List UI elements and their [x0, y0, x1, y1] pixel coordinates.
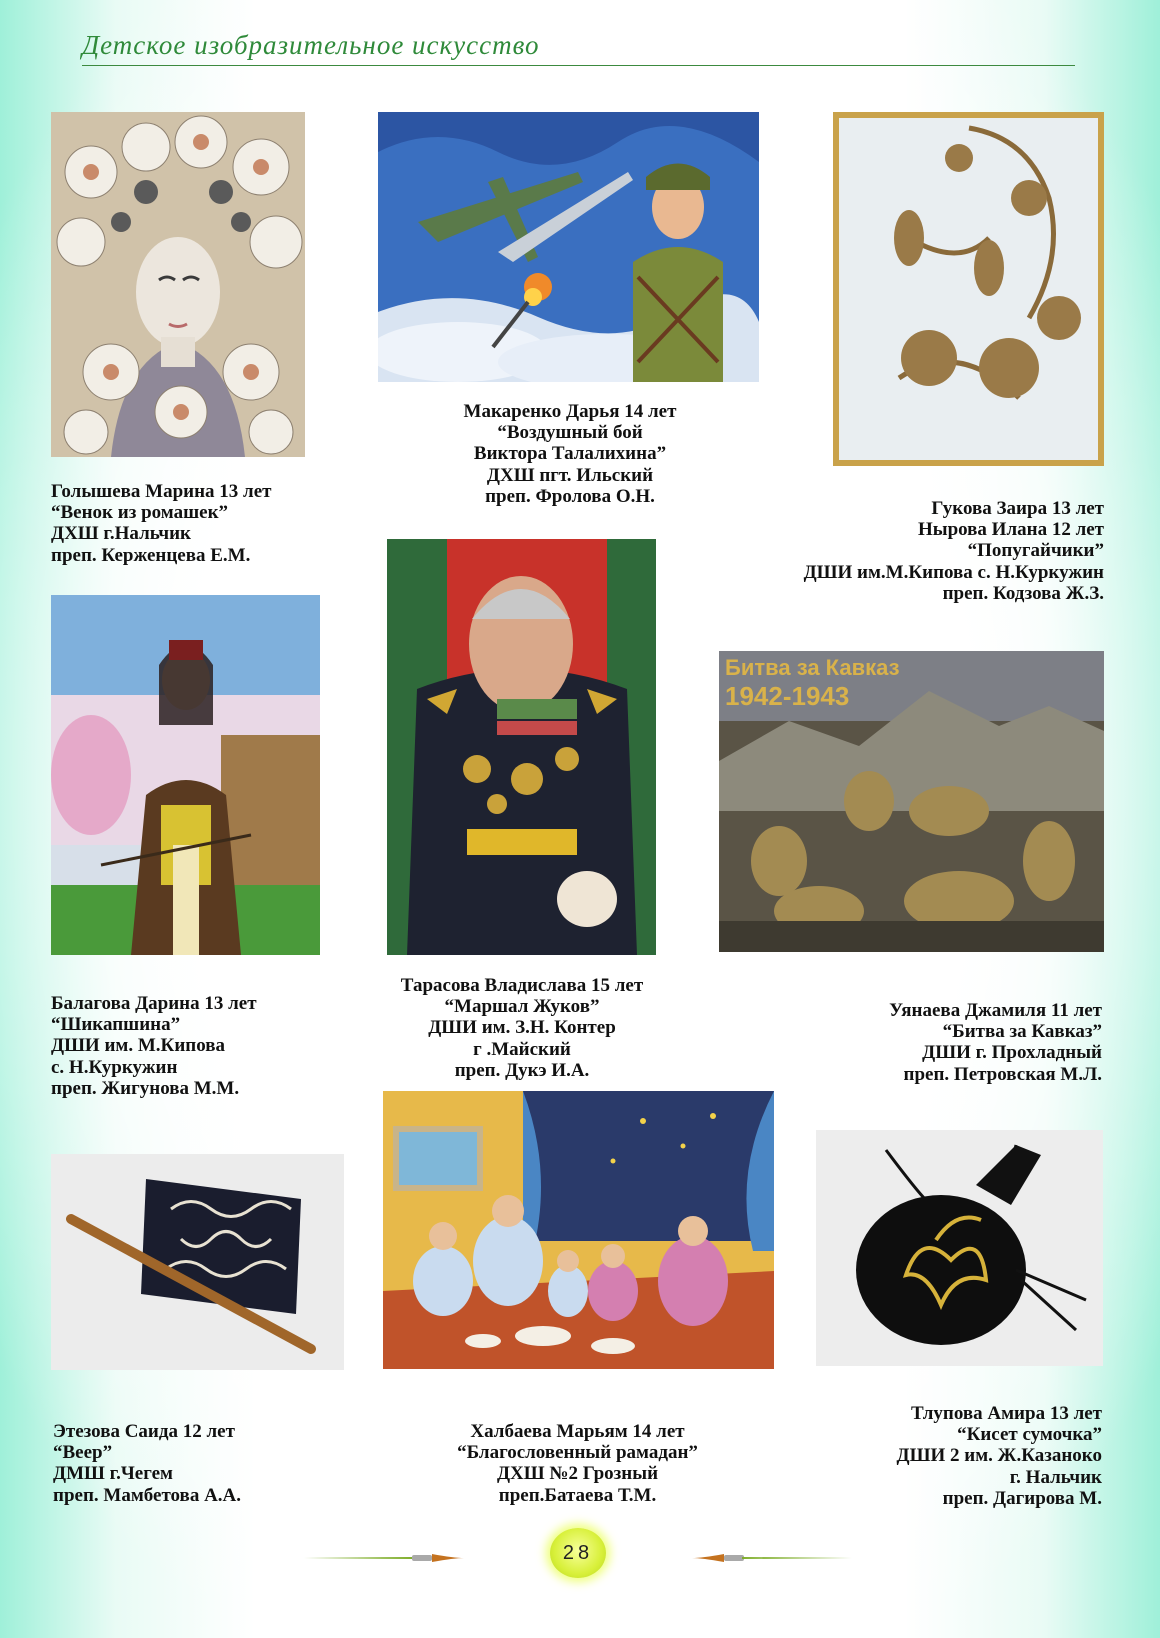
- artwork-caption-fan: [53, 1421, 241, 1506]
- header-divider: [82, 65, 1075, 66]
- caption-line: ДШИ им. З.Н. Контер: [428, 1017, 616, 1039]
- caption-line: преп. Мамбетова А.А.: [53, 1484, 242, 1506]
- caption-line: преп.Батаева Т.М.: [498, 1484, 657, 1506]
- caption-line: преп. Дукэ И.А.: [454, 1059, 590, 1081]
- artwork-image-shikapshina: [51, 595, 320, 955]
- caption-line: ДШИ им. М.Кипова: [51, 1035, 225, 1057]
- caption-line: Макаренко Дарья 14 лет: [463, 401, 677, 422]
- caption-line: ДШИ 2 им. Ж.Казаноко: [896, 1445, 1102, 1467]
- artwork-image-pouch: [816, 1130, 1103, 1366]
- caption-line: Этезова Саида 12 лет: [53, 1421, 235, 1442]
- caption-line: с. Н.Куркужин: [51, 1056, 178, 1078]
- artwork-caption-air-battle: [419, 401, 721, 507]
- caption-line: “Веер”: [53, 1442, 113, 1464]
- caption-line: преп. Дагирова М.: [942, 1487, 1102, 1509]
- caption-line: “Попугайчики”: [967, 540, 1104, 562]
- caption-line: Уянаева Джамиля 11 лет: [889, 1000, 1102, 1021]
- artwork-caption-caucasus: [800, 1000, 1102, 1085]
- caption-line: “Воздушный бой: [497, 422, 643, 444]
- caption-line: г. Нальчик: [1009, 1466, 1102, 1488]
- paintbrush-left-icon: [304, 1552, 464, 1564]
- caption-line: ДМШ г.Чегем: [53, 1463, 173, 1485]
- page-header-title: Детское изобразительное искусство: [82, 30, 540, 60]
- caption-line: “Кисет сумочка”: [957, 1424, 1102, 1446]
- caption-line: ДХШ пгт. Ильский: [486, 464, 654, 486]
- caption-line: Халбаева Марьям 14 лет: [470, 1421, 685, 1442]
- paintbrush-right-icon: [692, 1552, 852, 1564]
- caption-line: Голышева Марина 13 лет: [51, 481, 272, 502]
- artwork-caption-marshal: [372, 975, 672, 1081]
- caption-line: “Маршал Жуков”: [444, 996, 600, 1018]
- relief-painted-title: Битва за Кавказ: [725, 655, 900, 680]
- caption-line: г .Майский: [473, 1038, 571, 1060]
- page-number: 28: [550, 1528, 606, 1578]
- artwork-image-fan: [51, 1154, 344, 1370]
- caption-line: Тлупова Амира 13 лет: [911, 1403, 1102, 1424]
- caption-line: ДШИ г. Прохладный: [922, 1042, 1102, 1064]
- caption-line: преп. Кодзова Ж.З.: [942, 582, 1104, 604]
- artwork-image-marshal: [387, 539, 656, 955]
- artwork-caption-shikapshina: [51, 993, 257, 1099]
- caption-line: Виктора Талалихина”: [473, 443, 667, 465]
- caption-line: “Благословенный рамадан”: [457, 1442, 698, 1464]
- caption-line: Нырова Илана 12 лет: [917, 519, 1104, 541]
- caption-line: преп. Керженцева Е.М.: [51, 544, 251, 566]
- caption-line: ДХШ №2 Грозный: [496, 1463, 659, 1485]
- caption-line: “Венок из ромашек”: [51, 502, 229, 524]
- caption-line: ДХШ г.Нальчик: [51, 523, 191, 545]
- caption-line: Гукова Заира 13 лет: [931, 498, 1104, 519]
- caption-line: преп. Петровская М.Л.: [903, 1063, 1102, 1085]
- artwork-image-parrots: [833, 112, 1104, 466]
- artwork-image-caucasus-relief: [719, 651, 1104, 952]
- artwork-caption-ramadan: [420, 1421, 735, 1506]
- caption-line: ДШИ им.М.Кипова с. Н.Куркужин: [803, 561, 1104, 583]
- artwork-image-ramadan: [383, 1091, 774, 1369]
- artwork-caption-parrots: [700, 498, 1104, 604]
- caption-line: преп. Фролова О.Н.: [485, 485, 655, 507]
- artwork-image-wreath: [51, 112, 305, 457]
- artwork-caption-pouch: [780, 1403, 1102, 1509]
- artwork-caption-wreath: [51, 481, 271, 566]
- caption-line: преп. Жигунова М.М.: [51, 1077, 240, 1099]
- caption-line: Тарасова Владислава 15 лет: [400, 975, 644, 996]
- artwork-image-air-battle: [378, 112, 759, 382]
- caption-line: Балагова Дарина 13 лет: [51, 993, 257, 1014]
- caption-line: “Шикапшина”: [51, 1014, 181, 1036]
- relief-painted-years: 1942-1943: [725, 681, 850, 711]
- caption-line: “Битва за Кавказ”: [942, 1021, 1102, 1043]
